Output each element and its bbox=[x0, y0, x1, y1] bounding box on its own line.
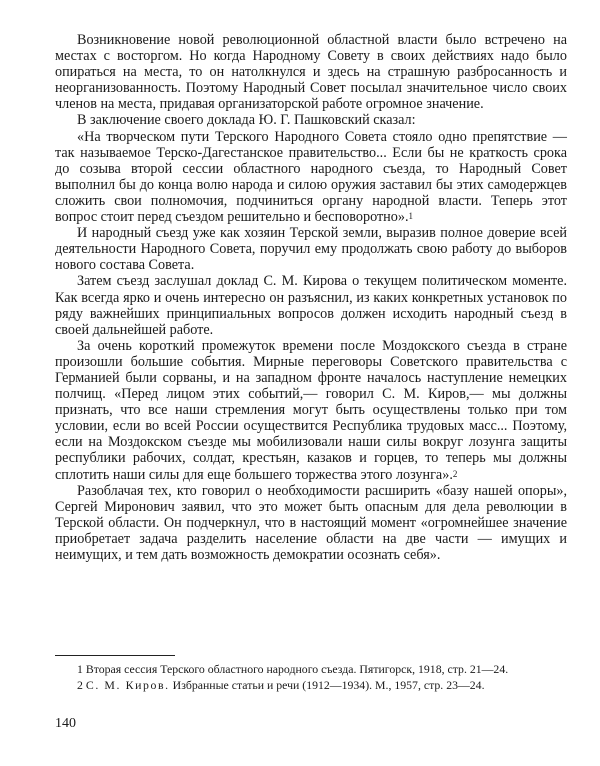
paragraph-4 bbox=[55, 225, 567, 273]
footnote-2-text: Избранные статьи и речи (1912—1934). М., 1957, стр. 23—24. bbox=[172, 677, 485, 692]
paragraph-2-text: В заключение своего доклада Ю. Г. Пашковский сказал: bbox=[77, 112, 416, 129]
paragraph-6-text: За очень короткий промежуток времени после Моздокского съезда в стране произошли большие события. Мирные переговоры Советского правительства с Германией были сорваны, и на западном фронте началось наступление немецких полчищ. «Перед лицом этих событий,— говорил С. М. Киров,— мы должны признать, что все наши стремления могут быть осуществлены только при том условии, если во всей России осуществится Республика трудовых масс... Поэтому, если на Моздокском съезде мы мобилизовали наши силы вокруг лозунга защиты республики рабочих, солдат, крестьян, казаков и горцев, то теперь мы должны сплотить наши силы для еще большего торжества этого лозунга». bbox=[55, 337, 567, 483]
footnote-mark-1: 1 bbox=[408, 211, 414, 222]
paragraph-3-quote bbox=[55, 129, 567, 226]
footnote-1-text: Вторая сессия Терского областного народного съезда. Пятигорск, 1918, стр. 21—24. bbox=[85, 662, 509, 676]
footnote-2-author: С. М. Киров. bbox=[85, 677, 170, 692]
paragraph-1 bbox=[55, 32, 567, 112]
paragraph-2 bbox=[55, 112, 567, 128]
paragraph-5 bbox=[55, 273, 567, 337]
footnotes bbox=[55, 662, 567, 693]
page-body bbox=[55, 32, 567, 563]
footnote-1 bbox=[55, 662, 567, 678]
paragraph-7 bbox=[55, 483, 567, 563]
footnote-divider bbox=[55, 655, 175, 656]
paragraph-6 bbox=[55, 338, 567, 483]
footnote-1-number: 1 bbox=[77, 662, 83, 676]
paragraph-5-text: Затем съезд заслушал доклад С. М. Кирова о текущем политическом моменте. Как всегда ярко и очень интересно он разъяснил, из каких конкретных установок по ряду важнейших принципиальных вопросов должен исходить народный съезд в своей дальнейшей работе. bbox=[55, 273, 567, 338]
paragraph-3-text: «На творческом пути Терского Народного Совета стояло одно препятствие — так называемое Терско-Дагестанское правительство... Если бы не краткость срока до созыва второй сессии областного народного съезда, то Народный Совет выполнил бы до конца волю народа и силою оружия заставил бы этих самодержцев сложить свои полномочия, подчиниться органу народной власти. Теперь этот вопрос стоит перед съездом решительно и бесповоротно». bbox=[55, 128, 567, 226]
page-number: 140 bbox=[55, 716, 76, 731]
paragraph-1-text: Возникновение новой революционной областной власти было встречено на местах с восторгом. Но когда Народному Совету в своих действиях надо было опираться на места, то он натолкнулся и здесь на страшную разбросанность и неорганизованность. Поэтому Народный Совет посылал значительное число своих членов на места, придавая организаторской работе огромное значение. bbox=[55, 32, 567, 113]
paragraph-7-text: Разоблачая тех, кто говорил о необходимости расширить «базу нашей опоры», Сергей Миронович заявил, что это может быть опасным для дела революции в Терской области. Он подчеркнул, что в настоящий момент «огромнейшее значение приобретает задача разделить население области на две части — имущих и неимущих, и тем дать возможность демократии осознать себя». bbox=[55, 482, 567, 563]
footnote-2 bbox=[55, 678, 567, 694]
footnote-2-number: 2 bbox=[77, 677, 83, 692]
paragraph-4-text: И народный съезд уже как хозяин Терской земли, выразив полное доверие всей деятельности Народного Совета, поручил ему продолжать свою работу до выборов нового состава Совета. bbox=[55, 225, 567, 274]
footnote-mark-2: 2 bbox=[452, 468, 458, 479]
